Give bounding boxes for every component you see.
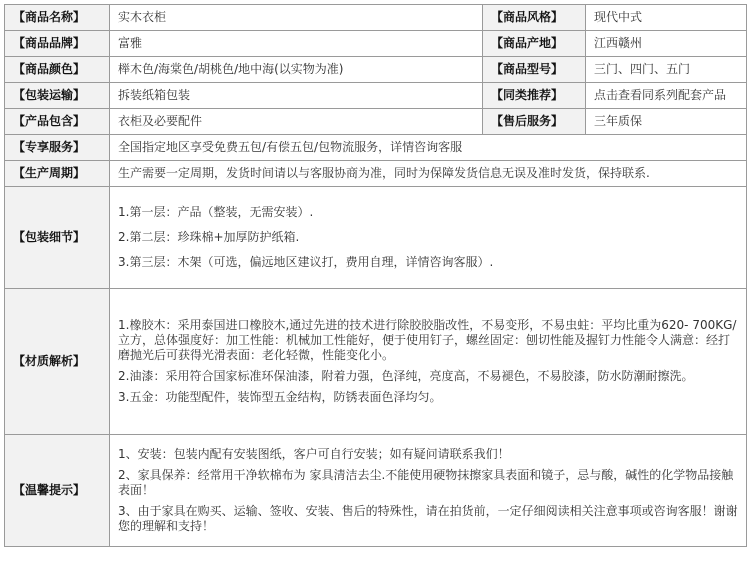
label-after-sales: 【售后服务】 [483,109,586,135]
spec-row [5,31,747,57]
value-color: 榉木色/海棠色/胡桃色/地中海(以实物为准) [110,57,483,83]
tip-item: 3、由于家具在购买、运输、签收、安装、售后的特殊性，请在拍货前，一定仔细阅读相关注意事项或咨询客服！谢谢您的理解和支持！ [118,504,738,533]
packing-item: 1.第一层：产品（整装，无需安装）. [118,205,314,219]
label-packing-details: 【包装细节】 [5,187,110,289]
tip-item: 2、家具保养：经常用干净软棉布为 家具清洁去尘.不能使用硬物抹擦家具表面和镜子，忌与酸，碱性的化学物品接触表面！ [118,468,734,497]
spec-row [5,161,747,187]
spec-row [5,289,747,435]
label-production-cycle: 【生产周期】 [5,161,110,187]
value-service: 全国指定地区享受免费五包/有偿五包/包物流服务，详情咨询客服 [110,135,747,161]
label-material-analysis: 【材质解析】 [5,289,110,435]
value-origin: 江西赣州 [586,31,747,57]
value-recommend-link[interactable]: 点击查看同系列配套产品 [586,83,747,109]
label-product-style: 【商品风格】 [483,5,586,31]
packing-item: 2.第二层：珍珠棉+加厚防护纸箱. [118,230,300,244]
spec-row [5,57,747,83]
product-spec-sheet [4,4,746,564]
value-product-name: 实木衣柜 [110,5,483,31]
label-tips: 【温馨提示】 [5,435,110,547]
value-production-cycle: 生产需要一定周期，发货时间请以与客服协商为准，同时为保障发货信息无误及准时发货，保持联系. [110,161,747,187]
value-packing-details [110,187,747,289]
spec-row [5,109,747,135]
label-brand: 【商品品牌】 [5,31,110,57]
value-brand: 富雅 [110,31,483,57]
value-model: 三门、四门、五门 [586,57,747,83]
value-material-analysis [110,289,747,435]
label-packaging: 【包装运输】 [5,83,110,109]
label-color: 【商品颜色】 [5,57,110,83]
label-includes: 【产品包含】 [5,109,110,135]
value-product-style: 现代中式 [586,5,747,31]
spec-row [5,135,747,161]
tip-item: 1、安装：包装内配有安装图纸，客户可自行安装；如有疑问请联系我们！ [118,447,510,461]
product-spec-table [4,4,747,547]
label-recommend: 【同类推荐】 [483,83,586,109]
material-item: 1.橡胶木：采用泰国进口橡胶木,通过先进的技术进行除胶胶脂改性，不易变形，不易虫蛀：平均比重为620- 700KG/立方，总体强度好：加工性能：机械加工性能好，便于使用钉子，螺丝固定：刨切性能及握钉力性能令人满意：经打磨抛光后可获得光滑表面：老化轻微，性能变化小。 [118,318,737,362]
value-includes: 衣柜及必要配件 [110,109,483,135]
label-product-name: 【商品名称】 [5,5,110,31]
material-item: 2.油漆：采用符合国家标准环保油漆，附着力强，色泽纯，亮度高，不易褪色，不易胶漆，防水防潮耐擦洗。 [118,369,694,383]
value-tips [110,435,747,547]
spec-row [5,83,747,109]
material-item: 3.五金：功能型配件，装饰型五金结构，防锈表面色泽均匀。 [118,390,442,404]
packing-item: 3.第三层：木架（可选，偏远地区建议打，费用自理，详情咨询客服）. [118,255,494,269]
label-origin: 【商品产地】 [483,31,586,57]
value-packaging: 拆装纸箱包装 [110,83,483,109]
spec-row [5,187,747,289]
spec-row [5,435,747,547]
value-after-sales: 三年质保 [586,109,747,135]
label-model: 【商品型号】 [483,57,586,83]
label-service: 【专享服务】 [5,135,110,161]
spec-row [5,5,747,31]
